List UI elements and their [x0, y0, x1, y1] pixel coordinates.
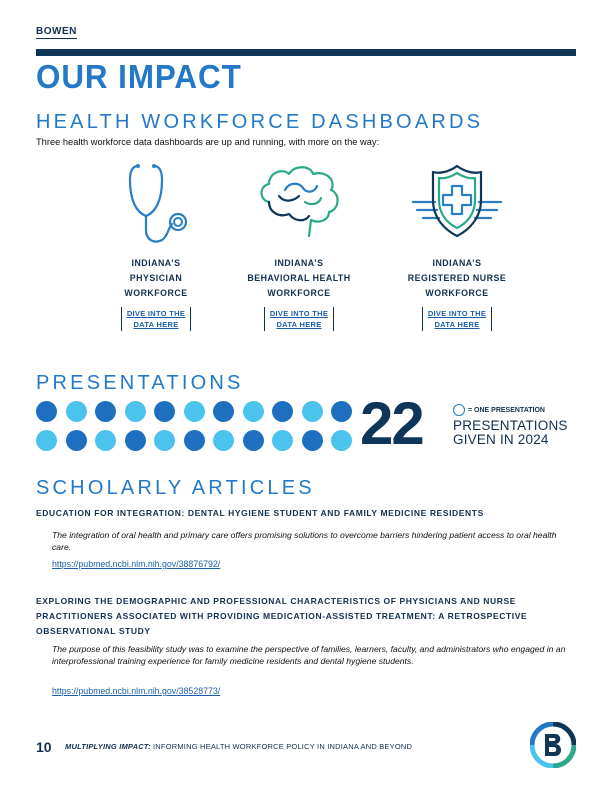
article-link[interactable]: https://pubmed.ncbi.nlm.nih.gov/38528773/	[52, 686, 221, 696]
dashboards-intro: Three health workforce data dashboards are up and running, with more on the way:	[36, 137, 380, 147]
presentation-dot	[213, 430, 234, 451]
bowen-logo-icon	[530, 722, 576, 768]
article-description: The integration of oral health and primary care offers promising solutions to overcome barriers hindering patient access to oral health care.	[52, 530, 557, 552]
presentation-dot	[331, 430, 352, 451]
dashboard-label: INDIANA’S PHYSICIAN WORKFORCE	[124, 258, 188, 298]
legend-circle-icon	[453, 404, 465, 416]
presentation-dot	[95, 430, 116, 451]
brand-name: BOWEN	[36, 26, 77, 37]
dashboards-heading: HEALTH WORKFORCE DASHBOARDS	[36, 111, 484, 133]
presentation-dot	[36, 430, 57, 451]
article-description: The purpose of this feasibility study was to examine the perspective of families, learners, faculty, and administrators who engaged in an interprofessional training experience for family medicine residents and dental hygiene students.	[52, 644, 566, 666]
presentation-dot	[95, 401, 116, 422]
dashboard-registered-nurse	[377, 160, 537, 332]
presentation-dot	[243, 401, 264, 422]
dive-into-data-link[interactable]: DIVE INTO THE DATA HERE	[121, 307, 191, 331]
dashboard-label: INDIANA’S REGISTERED NURSE WORKFORCE	[407, 258, 507, 298]
dashboard-label: INDIANA’S BEHAVIORAL HEALTH WORKFORCE	[247, 258, 351, 298]
page-title: OUR IMPACT	[36, 58, 242, 95]
presentation-dot	[213, 401, 234, 422]
presentations-count: 22	[360, 390, 423, 457]
page-number: 10	[36, 739, 52, 755]
presentation-dot	[125, 430, 146, 451]
presentation-dot	[272, 401, 293, 422]
presentation-dot	[302, 430, 323, 451]
presentations-heading: PRESENTATIONS	[36, 372, 244, 394]
stethoscope-icon	[106, 160, 206, 250]
article-title: EXPLORING THE DEMOGRAPHIC AND PROFESSIONAL CHARACTERISTICS OF PHYSICIANS AND NURSE PRACTITIONERS ASSOCIATED WITH PROVIDING MEDICATION-ASSISTED TREATMENT: A RETROSPECTIVE OBSERVATIONAL STUDY	[36, 596, 528, 636]
presentation-dot	[302, 401, 323, 422]
presentation-dot	[36, 401, 57, 422]
dashboard-physician	[76, 160, 236, 332]
footer-title: MULTIPLYING IMPACT: INFORMING HEALTH WORKFORCE POLICY IN INDIANA AND BEYOND	[65, 742, 413, 751]
presentation-dot	[125, 401, 146, 422]
articles-heading: SCHOLARLY ARTICLES	[36, 477, 315, 499]
article-title: EDUCATION FOR INTEGRATION: DENTAL HYGIENE STUDENT AND FAMILY MEDICINE RESIDENTS	[36, 508, 484, 518]
presentations-label: PRESENTATIONS GIVEN IN 2024	[453, 418, 568, 447]
dashboard-behavioral-health	[219, 160, 379, 332]
brain-icon	[249, 160, 349, 250]
presentation-dot	[184, 430, 205, 451]
presentation-dot	[243, 430, 264, 451]
presentation-dot	[154, 430, 175, 451]
nurse-shield-icon	[407, 160, 507, 250]
dot-legend: = ONE PRESENTATION	[453, 404, 545, 416]
presentation-dot	[66, 430, 87, 451]
article-link[interactable]: https://pubmed.ncbi.nlm.nih.gov/38876792/	[52, 559, 221, 569]
header-rule	[36, 49, 576, 56]
dive-into-data-link[interactable]: DIVE INTO THE DATA HERE	[264, 307, 334, 331]
presentation-dot	[272, 430, 293, 451]
presentation-dot	[331, 401, 352, 422]
presentation-dot	[154, 401, 175, 422]
presentation-dot	[66, 401, 87, 422]
presentation-dot	[184, 401, 205, 422]
dive-into-data-link[interactable]: DIVE INTO THE DATA HERE	[422, 307, 492, 331]
